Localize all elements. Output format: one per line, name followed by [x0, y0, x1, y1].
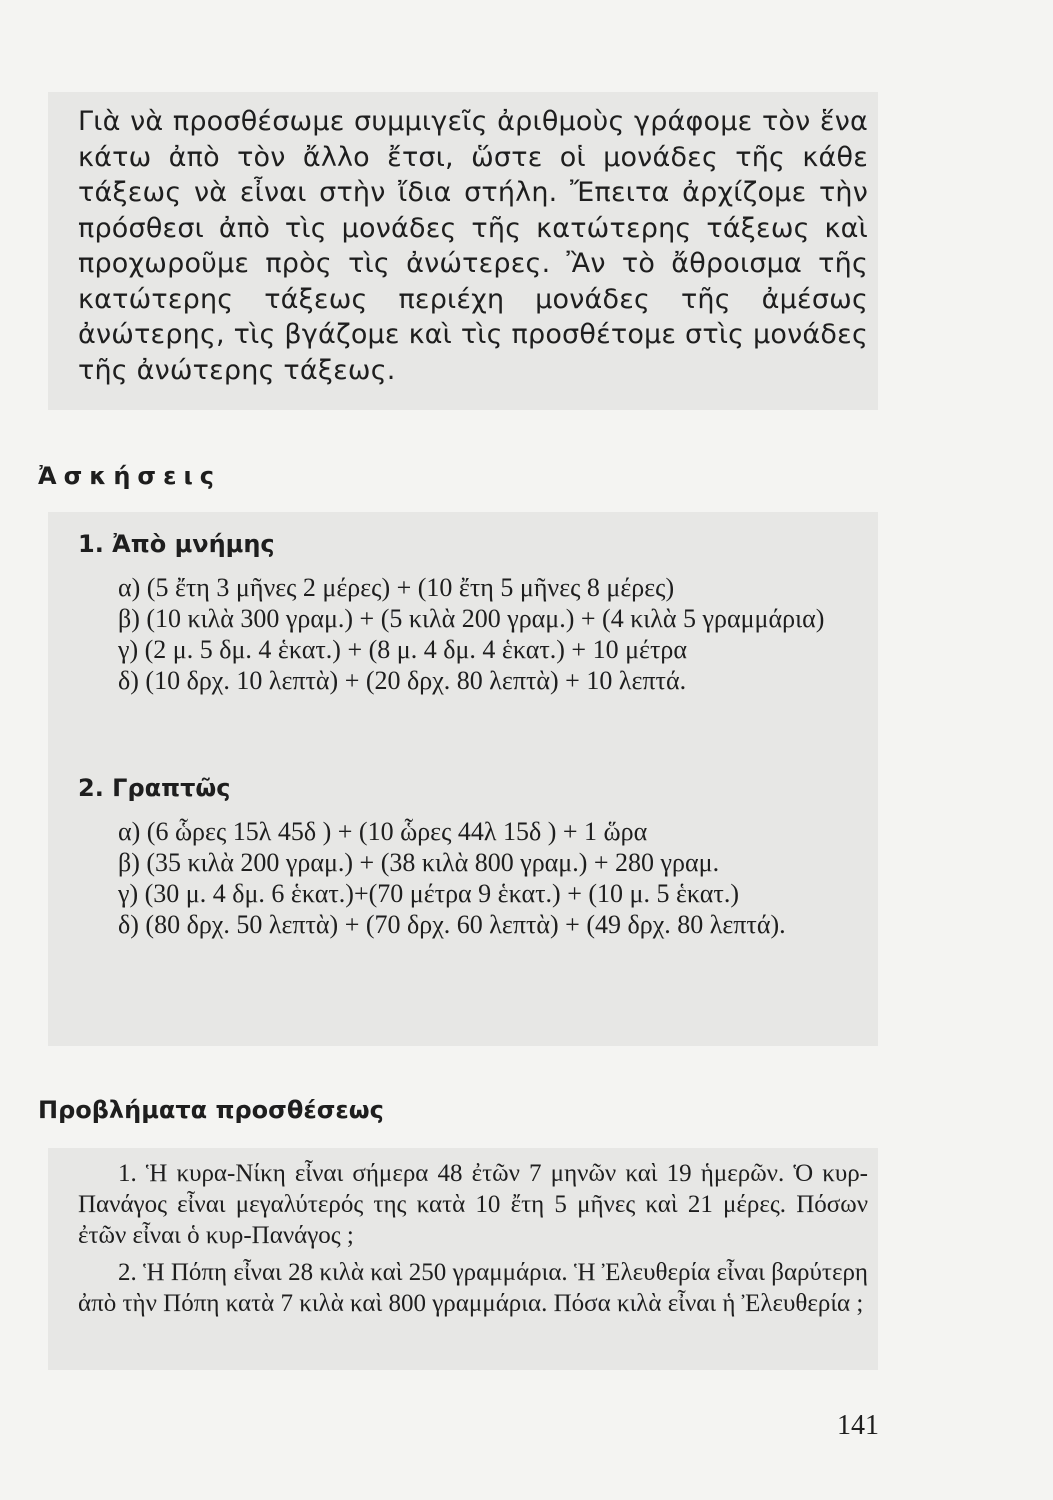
problems-list — [78, 1158, 868, 1325]
oral-exercise-item: γ) (2 μ. 5 δμ. 4 ἑκατ.) + (8 μ. 4 δμ. 4 ἑκατ.) + 10 μέτρα — [118, 635, 687, 664]
intro-paragraph: Γιὰ νὰ προσθέσωμε συμμιγεῖς ἀριθμοὺς γράφομε τὸν ἕνα κάτω ἀπὸ τὸν ἄλλο ἔτσι, ὥστε οἱ μονάδες τῆς κάθε τάξεως νὰ εἶναι στὴν ἴδια στήλη. Ἔπειτα ἀρχίζομε τὴν πρόσθεσι ἀπὸ τὶς μονάδες τῆς κατώτερης τάξεως καὶ προχωροῦμε πρὸς τὶς ἀνώτερες. Ἂν τὸ ἄθροισμα τῆς κατώτερης τάξεως περιέχη μονάδες τῆς ἀμέσως ἀνώτερης, τὶς βγάζομε καὶ τὶς προσθέτομε στὶς μονάδες τῆς ἀνώτερης τάξεως. — [78, 106, 868, 386]
problems-heading: Προβλήματα προσθέσεως — [38, 1096, 384, 1124]
written-exercise-item: γ) (30 μ. 4 δμ. 6 ἑκατ.)+(70 μέτρα 9 ἑκατ.) + (10 μ. 5 ἑκατ.) — [118, 879, 739, 908]
written-exercises-heading: 2. Γραπτῶς — [78, 774, 231, 802]
oral-exercise-item: β) (10 κιλὰ 300 γραμ.) + (5 κιλὰ 200 γραμ.) + (4 κιλὰ 5 γραμμάρια) — [118, 604, 825, 633]
exercises-heading: Ἀσκήσεις — [38, 462, 222, 490]
oral-exercise-item: δ) (10 δρχ. 10 λεπτὰ) + (20 δρχ. 80 λεπτὰ) + 10 λεπτά. — [118, 666, 687, 695]
oral-exercise-item: α) (5 ἔτη 3 μῆνες 2 μέρες) + (10 ἔτη 5 μῆνες 8 μέρες) — [118, 573, 675, 602]
intro-section — [78, 104, 868, 388]
written-exercise-item: β) (35 κιλὰ 200 γραμ.) + (38 κιλὰ 800 γραμ.) + 280 γραμ. — [118, 848, 720, 877]
problem-item: 1. Ἡ κυρα-Νίκη εἶναι σήμερα 48 ἐτῶν 7 μηνῶν καὶ 19 ἡμερῶν. Ὁ κυρ-Πανάγος εἶναι μεγαλύτερός της κατὰ 10 ἔτη 5 μῆνες καὶ 21 μέρες. Πόσων ἐτῶν εἶναι ὁ κυρ-Πανάγος ; — [78, 1160, 868, 1249]
oral-exercises-heading: 1. Ἀπὸ μνήμης — [78, 530, 275, 558]
oral-exercises-list — [78, 572, 868, 696]
written-exercise-item: δ) (80 δρχ. 50 λεπτὰ) + (70 δρχ. 60 λεπτὰ) + (49 δρχ. 80 λεπτά). — [118, 910, 786, 939]
problem-item: 2. Ἡ Πόπη εἶναι 28 κιλὰ καὶ 250 γραμμάρια. Ἡ Ἐλευθερία εἶναι βαρύτερη ἀπὸ τὴν Πόπη κατὰ 7 κιλὰ καὶ 800 γραμμάρια. Πόσα κιλὰ εἶναι ἡ Ἐλευθερία ; — [78, 1259, 868, 1317]
written-exercise-item: α) (6 ὧρες 15λ 45δ ) + (10 ὧρες 44λ 15δ ) + 1 ὥρα — [118, 817, 648, 846]
page-number: 141 — [837, 1410, 879, 1441]
written-exercises-list — [78, 816, 868, 940]
